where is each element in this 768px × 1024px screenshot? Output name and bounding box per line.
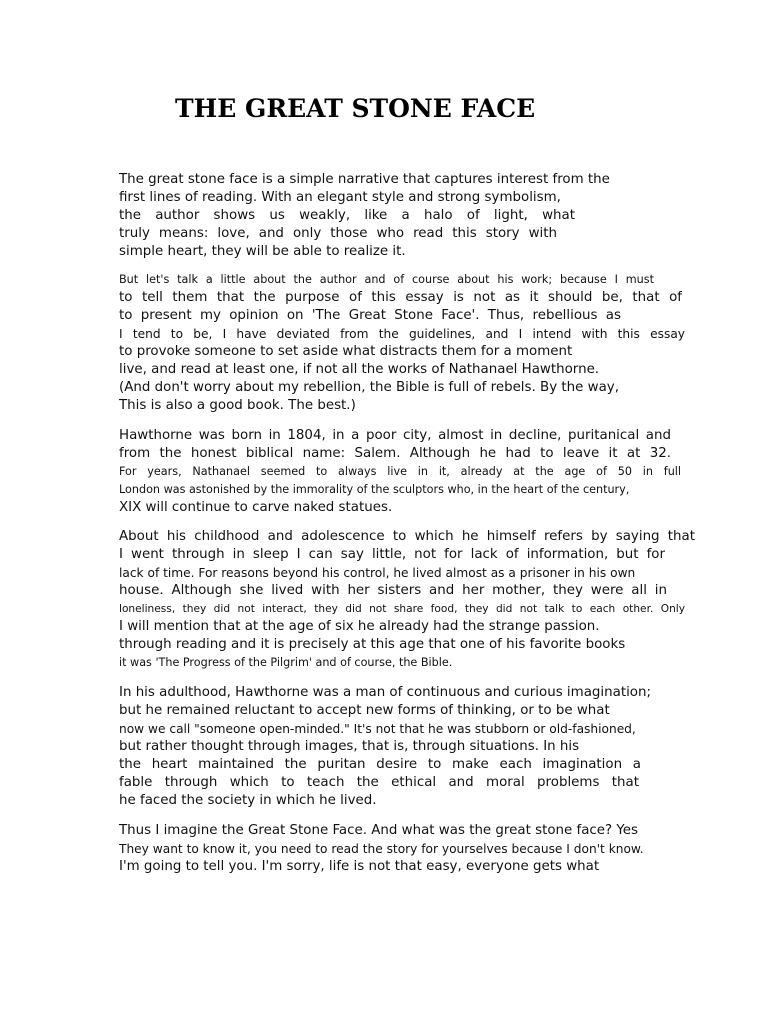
text-line: Thus I imagine the Great Stone Face. And what was the great stone face? Yes (119, 823, 638, 838)
text-line: he faced the society in which he lived. (119, 793, 377, 808)
paragraph-5 (119, 684, 693, 810)
paragraph-3 (119, 427, 685, 517)
text-line: but he remained reluctant to accept new forms of thinking, or to be what (119, 703, 610, 718)
text-line: I went through in sleep I can say little, not for lack of information, but for (119, 547, 665, 562)
text-line: to provoke someone to set aside what distracts them for a moment (119, 344, 573, 359)
text-line: The great stone face is a simple narrative that captures interest from the (119, 172, 610, 187)
text-line: the heart maintained the puritan desire to make each imagination a (119, 757, 641, 772)
text-line: I will mention that at the age of six he already had the strange passion. (119, 619, 600, 634)
text-line: lack of time. For reasons beyond his control, he lived almost as a prisoner in his own (119, 566, 636, 580)
text-line: simple heart, they will be able to realize it. (119, 244, 406, 259)
text-line: About his childhood and adolescence to which he himself refers by saying that (119, 529, 695, 544)
paragraph-4 (119, 528, 695, 672)
text-line: loneliness, they did not interact, they did not share food, they did not talk to each other. Only (119, 603, 685, 615)
text-line: In his adulthood, Hawthorne was a man of continuous and curious imagination; (119, 685, 651, 700)
text-line: now we call "someone open-minded." It's not that he was stubborn or old-fashioned, (119, 722, 636, 736)
text-line: it was 'The Progress of the Pilgrim' and of course, the Bible. (119, 656, 453, 669)
text-line: This is also a good book. The best.) (119, 398, 356, 413)
document-title: THE GREAT STONE FACE (175, 94, 536, 123)
text-line: Hawthorne was born in 1804, in a poor city, almost in decline, puritanical and (119, 428, 671, 443)
text-line: through reading and it is precisely at this age that one of his favorite books (119, 637, 626, 652)
text-line: I tend to be, I have deviated from the guidelines, and I intend with this essay (119, 327, 685, 341)
text-line: fable through which to teach the ethical and moral problems that (119, 775, 639, 790)
text-line: They want to know it, you need to read the story for yourselves because I don't know. (119, 842, 644, 856)
text-line: to present my opinion on 'The Great Stone Face'. Thus, rebellious as (119, 308, 621, 323)
text-line: house. Although she lived with her sisters and her mother, they were all in (119, 583, 667, 598)
text-line: live, and read at least one, if not all the works of Nathanael Hawthorne. (119, 362, 600, 377)
text-line: London was astonished by the immorality of the sculptors who, in the heart of the century, (119, 483, 630, 496)
text-line: (And don't worry about my rebellion, the Bible is full of rebels. By the way, (119, 380, 619, 395)
text-line: from the honest biblical name: Salem. Although he had to leave it at 32. (119, 446, 671, 461)
text-line: the author shows us weakly, like a halo of light, what (119, 208, 575, 223)
text-line: but rather thought through images, that is, through situations. In his (119, 739, 580, 754)
text-line: truly means: love, and only those who read this story with (119, 226, 557, 241)
paragraph-2 (119, 271, 685, 415)
text-line: first lines of reading. With an elegant style and strong symbolism, (119, 190, 561, 205)
paragraph-1 (119, 171, 631, 261)
paragraph-6 (119, 822, 695, 876)
text-line: XIX will continue to carve naked statues. (119, 500, 393, 515)
text-line: I'm going to tell you. I'm sorry, life is not that easy, everyone gets what (119, 859, 600, 874)
text-line: to tell them that the purpose of this essay is not as it should be, that of (119, 290, 682, 305)
text-line: For years, Nathanael seemed to always live in it, already at the age of 50 in full (119, 465, 681, 478)
text-line: But let's talk a little about the author and of course about his work; because I must (119, 273, 654, 286)
